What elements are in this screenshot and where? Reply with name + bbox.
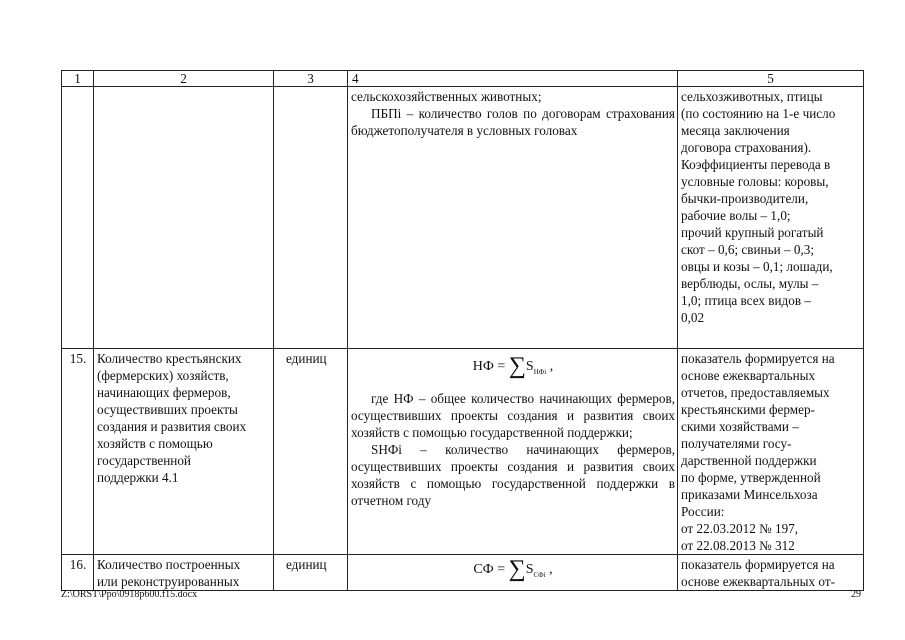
table-header-row [62,71,864,87]
column-number-1: 1 [62,71,94,87]
indicator-name-line: Количество построенных [97,557,241,572]
column-number-4: 4 [348,71,678,87]
column-number-2: 2 [94,71,274,87]
indicator-name-line: осуществивших проекты [97,402,238,417]
table-row [62,349,864,555]
method-cell [348,349,678,555]
formula-variable: S [525,359,534,374]
source-line: основе ежеквартальных [681,368,816,383]
source-line: условные головы: коровы, [681,174,829,189]
source-line: получателями госу- [681,436,792,451]
formula [351,350,675,390]
source-cell [678,349,864,555]
unit-cell [274,87,348,349]
sigma-symbol: ∑ [508,556,526,582]
formula-tail: , [546,359,554,374]
source-line: от 22.08.2013 № 312 [681,538,795,553]
unit-cell: единиц [274,555,348,591]
row-number: 16. [62,555,94,591]
indicator-name-line: (фермерских) хозяйств, [97,368,229,383]
indicator-name-line: поддержки 4.1 [97,470,179,485]
source-line: (по состоянию на 1-е число [681,106,836,121]
method-paragraph: ПБПi – количество голов по договорам страхования бюджетополучателя в условных головах [351,106,675,138]
source-line: 1,0; птица всех видов – [681,293,811,308]
source-line: верблюды, ослы, мулы – [681,276,819,291]
unit-cell: единиц [274,349,348,555]
method-paragraph: где НФ – общее количество начинающих фермеров, осуществивших проекты создания и развития своих хозяйств с помощью государственной поддержки; [351,391,675,440]
source-line: по форме, утвержденной [681,470,821,485]
indicator-name-cell [94,349,274,555]
formula [351,556,675,586]
sigma-symbol: ∑ [508,353,526,379]
method-cell [348,87,678,349]
source-cell [678,87,864,349]
source-line: приказами Минсельхоза [681,487,818,502]
indicator-table [61,70,864,591]
table-row [62,555,864,591]
row-number: 15. [62,349,94,555]
source-line: бычки-производители, [681,191,809,206]
formula-lhs: СФ = [473,562,509,577]
source-line: договора страхования). [681,140,812,155]
source-line: показатель формируется на [681,557,835,572]
indicator-name-cell [94,87,274,349]
indicator-name-line: или реконструированных [97,574,240,589]
source-line: показатель формируется на [681,351,835,366]
method-cell [348,555,678,591]
source-cell [678,555,864,591]
method-paragraph: сельскохозяйственных животных; [351,89,542,104]
source-line: от 22.03.2012 № 197, [681,521,799,536]
footer-page-number: 29 [851,589,861,600]
indicator-name-line: начинающих фермеров, [97,385,231,400]
source-line: прочий крупный рогатый [681,225,824,240]
source-line: сельхозживотных, птицы [681,89,823,104]
formula-lhs: НФ = [472,359,509,374]
indicator-name-line: государственной [97,453,191,468]
source-line: скот – 0,6; свиньи – 0,3; [681,242,815,257]
source-line: России: [681,504,725,519]
source-line: основе ежеквартальных от- [681,574,835,589]
formula-subscript: СФi [533,571,546,579]
formula-tail: , [545,562,553,577]
source-line: овцы и козы – 0,1; лошади, [681,259,833,274]
source-line: Коэффициенты перевода в [681,157,831,172]
method-paragraph: SHФi – количество начинающих фермеров, осуществивших проекты создания и развития своих хозяйств с помощью государственной поддержки в отчетном году [351,442,675,508]
source-line: отчетов, предоставляемых [681,385,830,400]
table-row [62,87,864,349]
source-line: 0,02 [681,310,705,325]
source-line: скими хозяйствами – [681,419,799,434]
source-line: рабочие волы – 1,0; [681,208,791,223]
formula-variable: S [525,562,534,577]
indicator-name-line: создания и развития своих [97,419,247,434]
source-line: крестьянскими фермер- [681,402,815,417]
column-number-3: 3 [274,71,348,87]
source-line: месяца заключения [681,123,790,138]
source-line: дарственной поддержки [681,453,817,468]
column-number-5: 5 [678,71,864,87]
formula-subscript: НФi [533,368,547,376]
indicator-name-cell [94,555,274,591]
footer-file-path: Z:\ORST\Ppo\0918p600.f15.docx [61,589,198,600]
indicator-name-line: Количество крестьянских [97,351,242,366]
row-number [62,87,94,349]
indicator-name-line: хозяйств с помощью [97,436,213,451]
